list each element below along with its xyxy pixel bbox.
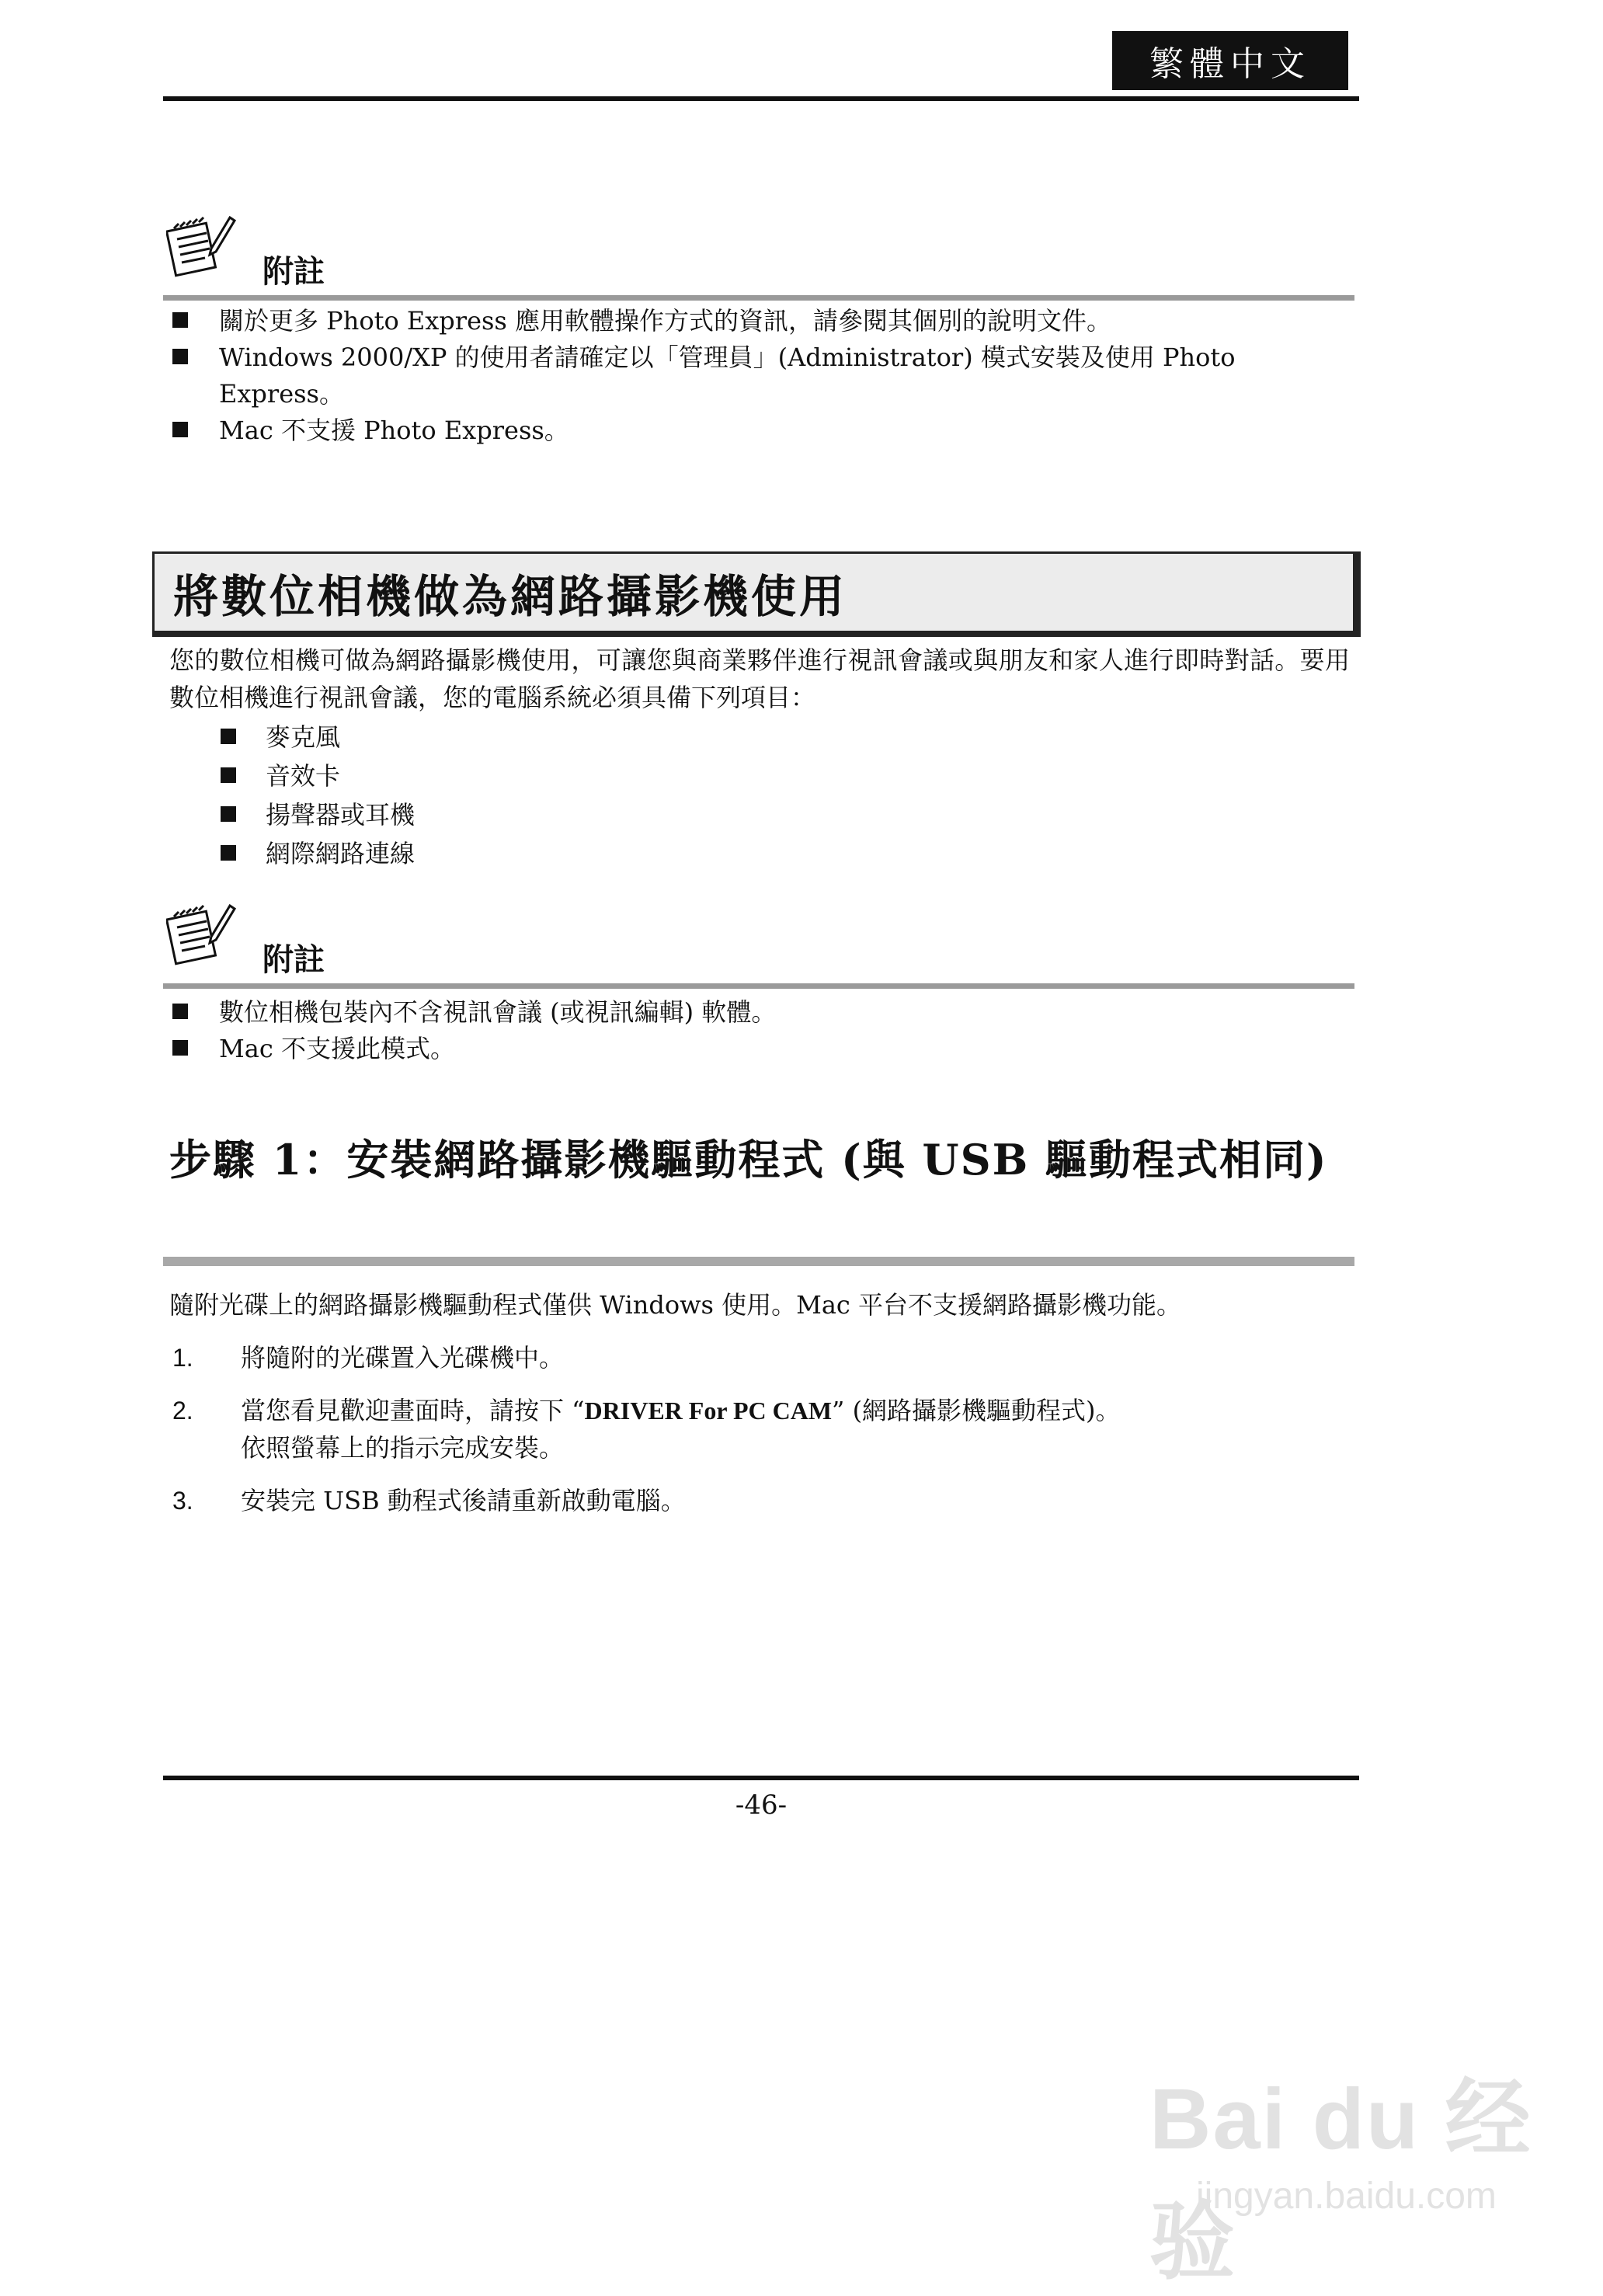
note-list	[165, 994, 1353, 1067]
note-list	[165, 303, 1353, 449]
note-title: 附註	[263, 253, 325, 290]
step-text: 依照螢幕上的指示完成安裝。	[241, 1433, 565, 1463]
section-title: 將數位相機做為網路攝影機使用	[152, 551, 1361, 637]
list-item: 揚聲器或耳機	[217, 795, 415, 834]
step-item	[165, 1482, 1345, 1519]
step-number: 2.	[172, 1397, 193, 1425]
watermark-url: jingyan.baidu.com	[1196, 2176, 1497, 2217]
step-item	[165, 1339, 1345, 1376]
step-number: 3.	[172, 1487, 193, 1515]
list-item: 數位相機包裝內不含視訊會議 (或視訊編輯) 軟體。	[165, 994, 1353, 1031]
list-item: 麥克風	[217, 718, 415, 757]
note-icon	[166, 899, 236, 972]
note-icon	[166, 211, 236, 284]
notepad-pencil-icon	[166, 211, 236, 281]
note-rule	[163, 295, 1354, 301]
step-list	[165, 1339, 1345, 1535]
note-title: 附註	[263, 941, 325, 978]
step-rule	[163, 1257, 1354, 1266]
list-item: Mac 不支援此模式。	[165, 1031, 1353, 1067]
step-item	[165, 1392, 1345, 1466]
step-text: ” (網路攝影機驅動程式)。	[832, 1396, 1121, 1425]
footer-rule	[163, 1776, 1359, 1780]
step-text: 當您看見歡迎畫面時，請按下 “	[241, 1396, 585, 1425]
header-rule	[163, 96, 1359, 101]
requirements-list	[217, 718, 415, 873]
driver-button-label: DRIVER For PC CAM	[584, 1397, 833, 1425]
list-item: Mac 不支援 Photo Express。	[165, 412, 1353, 449]
step-text: 安裝完 USB 動程式後請重新啟動電腦。	[241, 1486, 686, 1515]
notepad-pencil-icon	[166, 899, 236, 969]
list-item: 關於更多 Photo Express 應用軟體操作方式的資訊，請參閱其個別的說明文件。	[165, 303, 1353, 339]
list-item: 網際網路連線	[217, 834, 415, 873]
step-text: 將隨附的光碟置入光碟機中。	[241, 1343, 565, 1372]
list-item: Windows 2000/XP 的使用者請確定以「管理員」(Administrator) 模式安裝及使用 Photo Express。	[165, 339, 1353, 412]
section-intro: 您的數位相機可做為網路攝影機使用，可讓您與商業夥伴進行視訊會議或與朋友和家人進行即時對話。要用數位相機進行視訊會議，您的電腦系統必須具備下列項目：	[169, 645, 1350, 712]
note-rule	[163, 983, 1354, 989]
list-item: 音效卡	[217, 757, 415, 795]
watermark-logo: Bai du 经验	[1149, 2072, 1532, 2290]
step-intro: 隨附光碟上的網路攝影機驅動程式僅供 Windows 使用。Mac 平台不支援網路攝影機功能。	[169, 1290, 1182, 1320]
step-number: 1.	[172, 1344, 193, 1372]
step-heading: 步驟 1：安裝網路攝影機驅動程式 (與 USB 驅動程式相同)	[169, 1135, 1328, 1185]
language-tab: 繁體中文	[1112, 31, 1348, 90]
page-number: -46-	[735, 1790, 788, 1821]
